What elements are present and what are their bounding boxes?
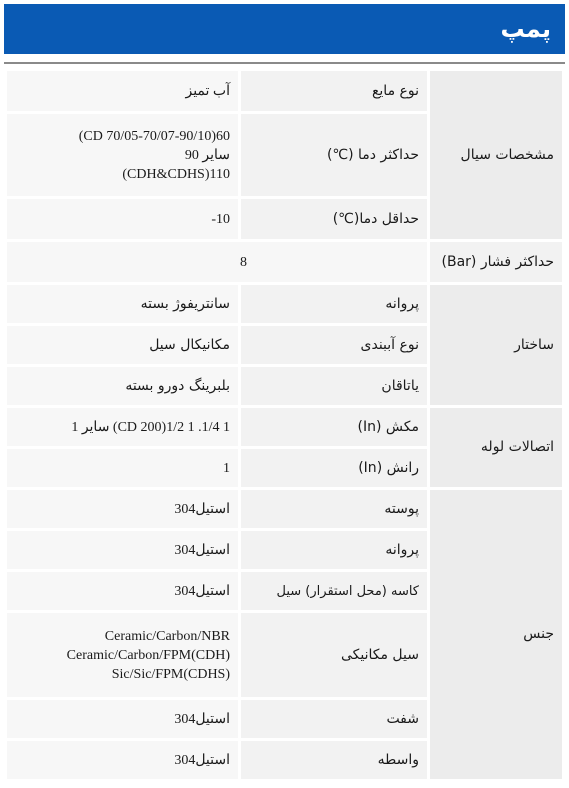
value-pressure: 8 bbox=[7, 242, 427, 282]
header-divider bbox=[4, 62, 565, 64]
category-material: جنس bbox=[430, 490, 562, 779]
param-seal-housing: کاسه (محل استقرار) سیل bbox=[241, 572, 427, 610]
category-fluid: مشخصات سیال bbox=[430, 71, 562, 239]
value-seal-type: مکانیکال سیل bbox=[7, 326, 238, 364]
value-min-temp bbox=[7, 199, 238, 239]
value-mech-seal: Ceramic/Carbon/NBR Ceramic/Carbon/FPM(CDH) Sic/Sic/FPM(CDHS) bbox=[7, 613, 238, 697]
category-connections: اتصالات لوله bbox=[430, 408, 562, 487]
table-row bbox=[7, 71, 562, 111]
page-title: پمپ bbox=[500, 15, 551, 43]
param-suction: مکش (In) bbox=[241, 408, 427, 446]
param-casing: پوسته bbox=[241, 490, 427, 528]
param-discharge: رانش (In) bbox=[241, 449, 427, 487]
value-seal-housing: استیل304 bbox=[7, 572, 238, 610]
param-impeller-type: پروانه bbox=[241, 285, 427, 323]
category-pressure: حداکثر فشار (Bar) bbox=[430, 242, 562, 282]
value-casing: استیل304 bbox=[7, 490, 238, 528]
param-min-temp: حداقل دما(℃) bbox=[241, 199, 427, 239]
param-bearing: یاتاقان bbox=[241, 367, 427, 405]
param-mech-seal: سیل مکانیکی bbox=[241, 613, 427, 697]
value-bearing: بلبرینگ دورو بسته bbox=[7, 367, 238, 405]
value-adapter: استیل304 bbox=[7, 741, 238, 779]
param-impeller-material: پروانه bbox=[241, 531, 427, 569]
spec-table bbox=[4, 68, 565, 782]
param-shaft: شفت bbox=[241, 700, 427, 738]
value-impeller-material: استیل304 bbox=[7, 531, 238, 569]
value-shaft: استیل304 bbox=[7, 700, 238, 738]
value-discharge: 1 bbox=[7, 449, 238, 487]
page-header bbox=[4, 4, 565, 54]
param-seal-type: نوع آببندی bbox=[241, 326, 427, 364]
param-adapter: واسطه bbox=[241, 741, 427, 779]
table-row bbox=[7, 408, 562, 446]
min-temp-text: -10 bbox=[211, 211, 230, 227]
table-row bbox=[7, 242, 562, 282]
value-suction: 1 1/4. 1 1/2(CD 200) سایر 1 bbox=[7, 408, 238, 446]
value-impeller-type: سانتریفوژ بسته bbox=[7, 285, 238, 323]
param-max-temp: حداکثر دما (℃) bbox=[241, 114, 427, 196]
table-row bbox=[7, 285, 562, 323]
category-structure: ساختار bbox=[430, 285, 562, 405]
param-fluid-type: نوع مایع bbox=[241, 71, 427, 111]
table-row bbox=[7, 490, 562, 528]
value-max-temp: 60(CD 70/05-70/07-90/10) سایر 90 110(CDH&CDHS) bbox=[7, 114, 238, 196]
value-fluid-type: آب تمیز bbox=[7, 71, 238, 111]
